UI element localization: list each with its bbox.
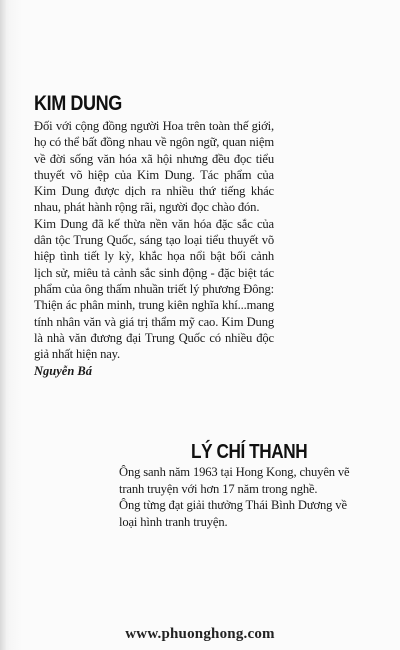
ly-chi-thanh-section <box>119 440 354 530</box>
kim-dung-paragraph-2: Kim Dung đã kế thừa nền văn hóa đặc sắc của dân tộc Trung Quốc, sáng tạo loại tiểu thuyết võ hiệp tình tiết ly kỳ, khắc họa nổi bật bối cảnh lịch sử, miêu tả cảnh sắc sinh động - đặc biệt tác phẩm của ông thấm nhuần triết lý phương Đông: Thiện ác phân minh, trung kiên nghĩa khí...mang tính nhân văn và giá trị thẩm mỹ cao. Kim Dung là nhà văn đương đại Trung Quốc có nhiều độc giả nhất hiện nay. <box>34 216 274 362</box>
page-gutter-shadow <box>0 0 6 650</box>
kim-dung-section <box>34 92 274 379</box>
kim-dung-paragraph-1: Đối với cộng đồng người Hoa trên toàn thế giới, họ có thể bất đồng nhau về ngôn ngữ, quan niệm về đời sống văn hóa xã hội nhưng đều đọc tiểu thuyết võ hiệp của Kim Dung. Tác phẩm của Kim Dung được dịch ra nhiều thứ tiếng khác nhau, phát hành rộng rãi, người đọc chào đón. <box>34 119 274 215</box>
ly-chi-thanh-paragraph-1: Ông sanh năm 1963 tại Hong Kong, chuyên vẽ tranh truyện với hơn 17 năm trong nghề. <box>119 465 350 496</box>
footer-website-url: www.phuonghong.com <box>125 626 275 642</box>
kim-dung-author: Nguyễn Bá <box>34 364 92 379</box>
kim-dung-heading: KIM DUNG <box>34 92 122 115</box>
ly-chi-thanh-heading: LÝ CHÍ THANH <box>191 441 308 463</box>
ly-chi-thanh-paragraph-2: Ông từng đạt giải thưởng Thái Bình Dương về loại hình tranh truyện. <box>119 498 347 529</box>
